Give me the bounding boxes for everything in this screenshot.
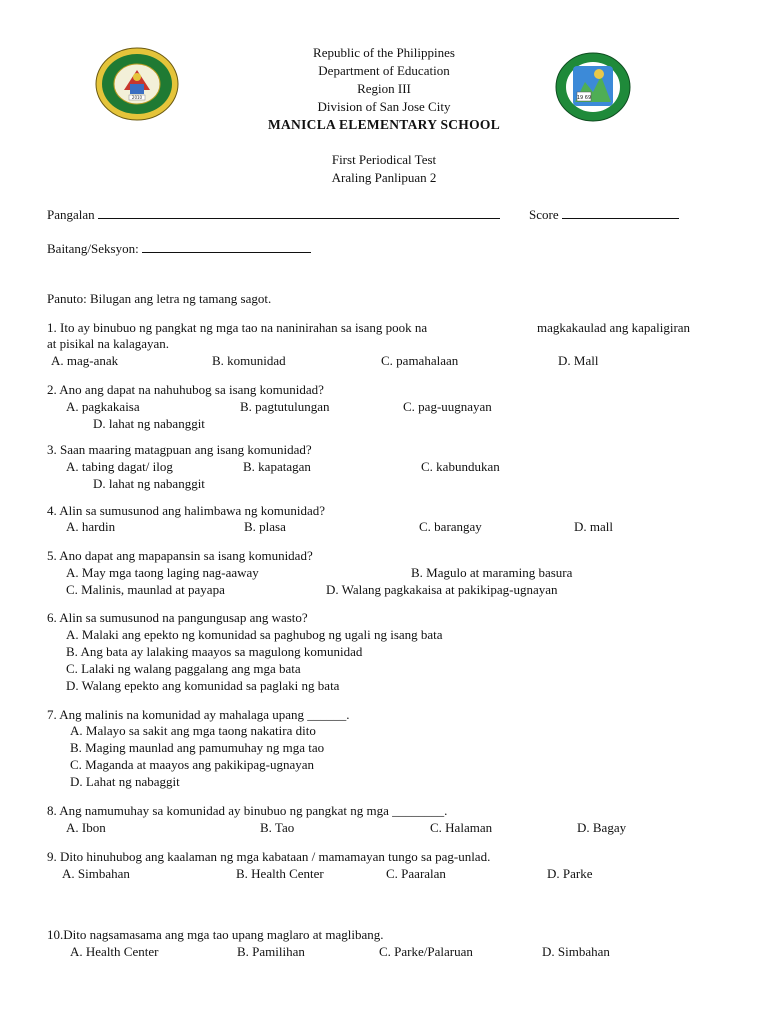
q1-choice-a[interactable]: A. mag-anak — [51, 353, 119, 368]
q10-choice-c[interactable]: C. Parke/Palaruan — [379, 944, 473, 959]
q2-choice-c[interactable]: C. pag-uugnayan — [403, 399, 492, 414]
q3-choice-a[interactable]: A. tabing dagat/ ilog — [66, 459, 173, 474]
header-department: Department of Education — [318, 63, 450, 78]
q4-choice-c[interactable]: C. barangay — [419, 519, 482, 534]
q7-choice-a[interactable]: A. Malayo sa sakit ang mga taong nakatira dito — [70, 723, 316, 738]
q4-choice-d[interactable]: D. mall — [574, 519, 613, 534]
score-blank[interactable] — [562, 206, 679, 219]
question-1-text: 1. Ito ay binubuo ng pangkat ng mga tao na naninirahan sa isang pook na — [47, 320, 428, 335]
q9-choice-a[interactable]: A. Simbahan — [62, 866, 130, 881]
q5-choice-b[interactable]: B. Magulo at maraming basura — [411, 565, 573, 580]
header-region: Region III — [357, 81, 411, 96]
instructions: Panuto: Bilugan ang letra ng tamang sagot. — [47, 291, 272, 306]
q9-choice-b[interactable]: B. Health Center — [236, 866, 324, 881]
svg-text:2010: 2010 — [131, 95, 143, 100]
q1-choice-b[interactable]: B. komunidad — [212, 353, 286, 368]
q6-choice-a[interactable]: A. Malaki ang epekto ng komunidad sa paghubog ng ugali ng isang bata — [66, 627, 443, 642]
q8-choice-d[interactable]: D. Bagay — [577, 820, 627, 835]
school-name: MANICLA ELEMENTARY SCHOOL — [267, 117, 501, 132]
q10-choice-b[interactable]: B. Pamilihan — [237, 944, 305, 959]
q10-choice-d[interactable]: D. Simbahan — [542, 944, 610, 959]
q1-choice-c[interactable]: C. pamahalaan — [381, 353, 459, 368]
score-field[interactable] — [529, 206, 679, 223]
question-8-text: 8. Ang namumuhay sa komunidad ay binubuo ng pangkat ng mga ________. — [47, 803, 448, 818]
q6-choice-d[interactable]: D. Walang epekto ang komunidad sa paglaki ng bata — [66, 678, 340, 693]
q9-choice-d[interactable]: D. Parke — [547, 866, 593, 881]
question-4-text: 4. Alin sa sumusunod ang halimbawa ng komunidad? — [47, 503, 326, 518]
q1-choice-d[interactable]: D. Mall — [558, 353, 599, 368]
header-division: Division of San Jose City — [317, 99, 451, 114]
q10-choice-a[interactable]: A. Health Center — [70, 944, 159, 959]
svg-text:19 69: 19 69 — [576, 95, 592, 101]
question-3-text: 3. Saan maaring matagpuan ang isang komunidad? — [47, 442, 312, 457]
question-9-text: 9. Dito hinuhubog ang kaalaman ng mga kabataan / mamamayan tungo sa pag-unlad. — [47, 849, 491, 864]
q4-choice-a[interactable]: A. hardin — [66, 519, 116, 534]
q8-choice-b[interactable]: B. Tao — [260, 820, 295, 835]
question-10-text: 10.Dito nagsamasama ang mga tao upang maglaro at maglibang. — [47, 927, 384, 942]
q3-choice-c[interactable]: C. kabundukan — [421, 459, 500, 474]
q7-choice-b[interactable]: B. Maging maunlad ang pamumuhay ng mga tao — [70, 740, 325, 755]
q5-choice-c[interactable]: C. Malinis, maunlad at payapa — [66, 582, 225, 597]
name-blank[interactable] — [98, 206, 500, 219]
question-1-text-cont: magkakaulad ang kapaligiran — [537, 320, 691, 335]
q7-choice-d[interactable]: D. Lahat ng nabaggit — [70, 774, 180, 789]
q3-choice-d[interactable]: D. lahat ng nabanggit — [93, 476, 205, 491]
q2-choice-b[interactable]: B. pagtutulungan — [240, 399, 330, 414]
subject-title: Araling Panlipuan 2 — [331, 170, 437, 185]
score-label: Score — [529, 207, 559, 222]
question-5-text: 5. Ano dapat ang mapapansin sa isang komunidad? — [47, 548, 313, 563]
q2-choice-d[interactable]: D. lahat ng nabanggit — [93, 416, 205, 431]
q6-choice-c[interactable]: C. Lalaki ng walang paggalang ang mga bata — [66, 661, 301, 676]
question-6-text: 6. Alin sa sumusunod na pangungusap ang wasto? — [47, 610, 308, 625]
question-2-text: 2. Ano ang dapat na nahuhubog sa isang komunidad? — [47, 382, 324, 397]
q4-choice-b[interactable]: B. plasa — [244, 519, 286, 534]
name-label: Pangalan — [47, 207, 95, 222]
question-7-text: 7. Ang malinis na komunidad ay mahalaga upang ______. — [47, 707, 350, 722]
name-field[interactable] — [47, 206, 500, 223]
section-field[interactable] — [47, 240, 311, 257]
q8-choice-c[interactable]: C. Halaman — [430, 820, 493, 835]
q2-choice-a[interactable]: A. pagkakaisa — [66, 399, 140, 414]
header-republic: Republic of the Philippines — [313, 45, 455, 60]
question-1-text-line2: at pisikal na kalagayan. — [47, 336, 170, 351]
q6-choice-b[interactable]: B. Ang bata ay lalaking maayos sa magulong komunidad — [66, 644, 363, 659]
q7-choice-c[interactable]: C. Maganda at maayos ang pakikipag-ugnayan — [70, 757, 315, 772]
section-label: Baitang/Seksyon: — [47, 241, 139, 256]
q5-choice-a[interactable]: A. May mga taong laging nag-aaway — [66, 565, 259, 580]
q5-choice-d[interactable]: D. Walang pagkakaisa at pakikipag-ugnayan — [326, 582, 558, 597]
q9-choice-c[interactable]: C. Paaralan — [386, 866, 446, 881]
section-blank[interactable] — [142, 240, 311, 253]
test-title: First Periodical Test — [331, 152, 437, 167]
q3-choice-b[interactable]: B. kapatagan — [243, 459, 311, 474]
q8-choice-a[interactable]: A. Ibon — [66, 820, 106, 835]
